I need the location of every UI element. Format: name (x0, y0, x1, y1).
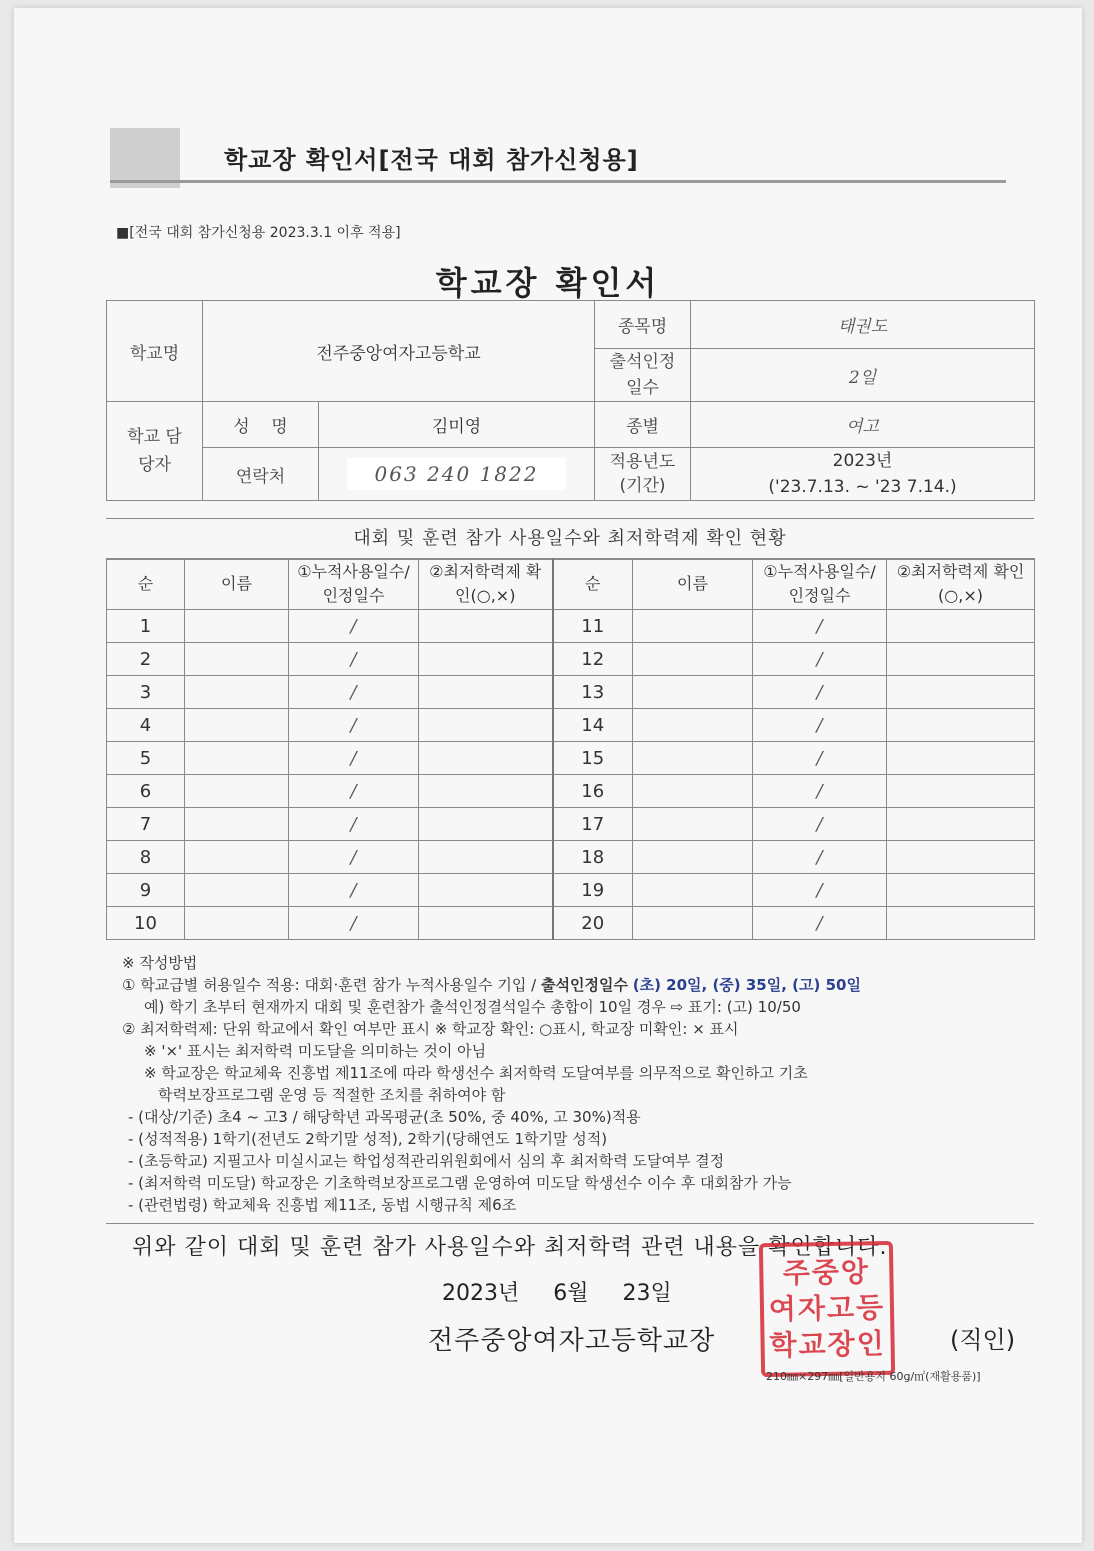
col-header-days: ①누적사용일수/인정일수 (753, 559, 887, 610)
row-number: 10 (107, 907, 185, 940)
row-number: 20 (553, 907, 633, 940)
row-check-cell (419, 709, 553, 742)
row-check-cell (887, 709, 1035, 742)
detail-below-minimum: - (최저학력 미도달) 학교장은 기초학력보장프로그램 운영하여 미도달 학생선수 이수 후 대회참가 가능 (128, 1174, 792, 1192)
row-days-cell: / (753, 676, 887, 709)
row-days-cell: / (289, 610, 419, 643)
header-title: 학교장 확인서[전국 대회 참가신청용] (224, 146, 639, 174)
row-check-cell (887, 775, 1035, 808)
status-table (106, 558, 1035, 940)
row-name-cell (633, 775, 753, 808)
row-name-cell (185, 643, 289, 676)
date-year: 2023년 (442, 1281, 520, 1306)
instruction-2: ② 최저학력제: 단위 학교에서 확인 여부만 표시 ※ 학교장 확인: ○표시, 학교장 미확인: × 표시 (122, 1020, 739, 1038)
row-number: 14 (553, 709, 633, 742)
row-name-cell (633, 643, 753, 676)
row-days-cell: / (753, 841, 887, 874)
period-label: 적용년도 (기간) (595, 448, 691, 501)
row-name-cell (185, 874, 289, 907)
row-check-cell (419, 775, 553, 808)
row-number: 16 (553, 775, 633, 808)
manager-label: 학교 담당자 (107, 402, 203, 501)
row-number: 11 (553, 610, 633, 643)
col-header-name: 이름 (633, 559, 753, 610)
row-number: 18 (553, 841, 633, 874)
row-number: 2 (107, 643, 185, 676)
sport-value: 태권도 (691, 301, 1035, 349)
gender-label: 종별 (595, 402, 691, 448)
row-name-cell (633, 841, 753, 874)
table-row (107, 841, 1035, 874)
row-number: 5 (107, 742, 185, 775)
row-name-cell (185, 742, 289, 775)
sport-label: 종목명 (595, 301, 691, 349)
detail-grades: - (성적적용) 1학기(전년도 2학기말 성적), 2학기(당해연도 1학기말 성적) (128, 1130, 608, 1148)
row-number: 7 (107, 808, 185, 841)
row-days-cell: / (289, 643, 419, 676)
row-days-cell: / (289, 907, 419, 940)
stamp-line-1: 주중앙 (782, 1255, 871, 1290)
instruction-2-duty-cont: 학력보장프로그램 운영 등 적절한 조치를 취하여야 함 (158, 1086, 506, 1104)
paper-spec: 210㎜×297㎜[일반용지 60g/㎡(재활용품)] (766, 1370, 981, 1383)
row-name-cell (633, 610, 753, 643)
issue-date (442, 1276, 706, 1307)
row-days-cell: / (753, 874, 887, 907)
row-number: 8 (107, 841, 185, 874)
row-check-cell (887, 907, 1035, 940)
notes-divider (106, 1223, 1034, 1224)
row-check-cell (887, 808, 1035, 841)
row-number: 9 (107, 874, 185, 907)
col-header-no: 순 (553, 559, 633, 610)
contact-value: 063 240 1822 (347, 458, 567, 490)
instruction-2-note: ※ '×' 표시는 최저학력 미도달을 의미하는 것이 아님 (144, 1042, 487, 1060)
table-row (107, 775, 1035, 808)
document-title: 학교장 확인서 (435, 264, 661, 302)
header-accent-box (110, 128, 180, 188)
row-name-cell (185, 775, 289, 808)
row-days-cell: / (753, 643, 887, 676)
row-days-cell: / (289, 709, 419, 742)
row-days-cell: / (289, 676, 419, 709)
row-check-cell (419, 907, 553, 940)
confirmation-statement: 위와 같이 대회 및 훈련 참가 사용일수와 최저학력 관련 내용을 확인합니다. (132, 1235, 888, 1260)
row-name-cell (633, 874, 753, 907)
instruction-1: ① 학교급별 허용일수 적용: 대회·훈련 참가 누적사용일수 기입 / 출석인정일수 (초) 20일, (중) 35일, (고) 50일 (122, 976, 861, 994)
document-page (14, 8, 1082, 1543)
row-check-cell (887, 643, 1035, 676)
row-check-cell (887, 874, 1035, 907)
school-label: 학교명 (107, 301, 203, 402)
date-day: 23일 (622, 1281, 672, 1306)
row-days-cell: / (289, 874, 419, 907)
status-subheading: 대회 및 훈련 참가 사용일수와 최저학력제 확인 현황 (106, 518, 1034, 560)
row-check-cell (419, 808, 553, 841)
row-name-cell (185, 610, 289, 643)
row-number: 1 (107, 610, 185, 643)
table-row (107, 808, 1035, 841)
row-check-cell (887, 742, 1035, 775)
col-header-name: 이름 (185, 559, 289, 610)
row-check-cell (419, 874, 553, 907)
row-number: 3 (107, 676, 185, 709)
school-name: 전주중앙여자고등학교 (203, 301, 595, 402)
table-row (107, 643, 1035, 676)
table-row (107, 709, 1035, 742)
row-days-cell: / (753, 709, 887, 742)
row-check-cell (419, 841, 553, 874)
gender-value: 여고 (691, 402, 1035, 448)
row-days-cell: / (753, 907, 887, 940)
row-days-cell: / (289, 808, 419, 841)
instruction-2-duty: ※ 학교장은 학교체육 진흥법 제11조에 따라 학생선수 최저학력 도달여부를 의무적으로 확인하고 기초 (144, 1064, 808, 1082)
row-name-cell (185, 709, 289, 742)
row-name-cell (185, 808, 289, 841)
row-check-cell (419, 610, 553, 643)
col-header-days: ①누적사용일수/인정일수 (289, 559, 419, 610)
school-info-table (106, 300, 1035, 501)
row-name-cell (185, 841, 289, 874)
contact-label: 연락처 (203, 448, 319, 501)
table-row (107, 742, 1035, 775)
row-check-cell (887, 676, 1035, 709)
row-days-cell: / (289, 841, 419, 874)
seal-mark: (직인) (950, 1326, 1016, 1354)
row-number: 6 (107, 775, 185, 808)
name-value: 김미영 (319, 402, 595, 448)
detail-law: - (관련법령) 학교체육 진흥법 제11조, 동법 시행규칙 제6조 (128, 1196, 517, 1214)
col-header-check: ②최저학력제 확인(○,×) (419, 559, 553, 610)
period-value (691, 448, 1035, 501)
detail-elementary: - (초등학교) 지필고사 미실시교는 학업성적관리위원회에서 심의 후 최저학력 도달여부 결정 (128, 1152, 725, 1170)
row-days-cell: / (753, 775, 887, 808)
contact-cell (319, 448, 595, 501)
row-name-cell (633, 709, 753, 742)
attendance-label: 출석인정 일수 (595, 349, 691, 402)
row-name-cell (633, 808, 753, 841)
row-number: 19 (553, 874, 633, 907)
row-name-cell (185, 907, 289, 940)
period-year: 2023년 (832, 451, 893, 471)
form-note: ■[전국 대회 참가신청용 2023.3.1 이후 적용] (116, 225, 401, 241)
name-label: 성 명 (203, 402, 319, 448)
row-number: 13 (553, 676, 633, 709)
row-number: 4 (107, 709, 185, 742)
col-header-no: 순 (107, 559, 185, 610)
principal-name: 전주중앙여자고등학교장 (428, 1326, 716, 1356)
row-number: 12 (553, 643, 633, 676)
instructions-heading: ※ 작성방법 (122, 954, 198, 972)
date-month: 6월 (553, 1281, 589, 1306)
instructions (122, 952, 1052, 1216)
header-divider (110, 180, 1006, 183)
attendance-value: 2일 (691, 349, 1035, 402)
row-days-cell: / (753, 610, 887, 643)
table-row (107, 610, 1035, 643)
row-days-cell: / (289, 742, 419, 775)
row-name-cell (185, 676, 289, 709)
row-name-cell (633, 907, 753, 940)
row-name-cell (633, 742, 753, 775)
row-days-cell: / (289, 775, 419, 808)
row-number: 15 (553, 742, 633, 775)
row-days-cell: / (753, 742, 887, 775)
row-check-cell (419, 643, 553, 676)
table-row (107, 676, 1035, 709)
row-name-cell (633, 676, 753, 709)
row-check-cell (419, 742, 553, 775)
col-header-check: ②최저학력제 확인(○,×) (887, 559, 1035, 610)
table-row (107, 874, 1035, 907)
instruction-1-example: 예) 학기 초부터 현재까지 대회 및 훈련참가 출석인정결석일수 총합이 10일 경우 ⇨ 표기: (고) 10/50 (144, 998, 801, 1016)
row-check-cell (887, 610, 1035, 643)
row-days-cell: / (753, 808, 887, 841)
stamp-line-2: 여자고등 (768, 1290, 886, 1327)
table-row (107, 907, 1035, 940)
detail-target: - (대상/기준) 초4 ~ 고3 / 해당학년 과목평균(초 50%, 중 40%, 고 30%)적용 (128, 1108, 641, 1126)
period-range: ('23.7.13. ~ '23 7.14.) (768, 477, 957, 497)
row-number: 17 (553, 808, 633, 841)
row-check-cell (419, 676, 553, 709)
stamp-line-3: 학교장인 (769, 1326, 886, 1363)
row-check-cell (887, 841, 1035, 874)
official-seal-stamp (759, 1241, 895, 1377)
